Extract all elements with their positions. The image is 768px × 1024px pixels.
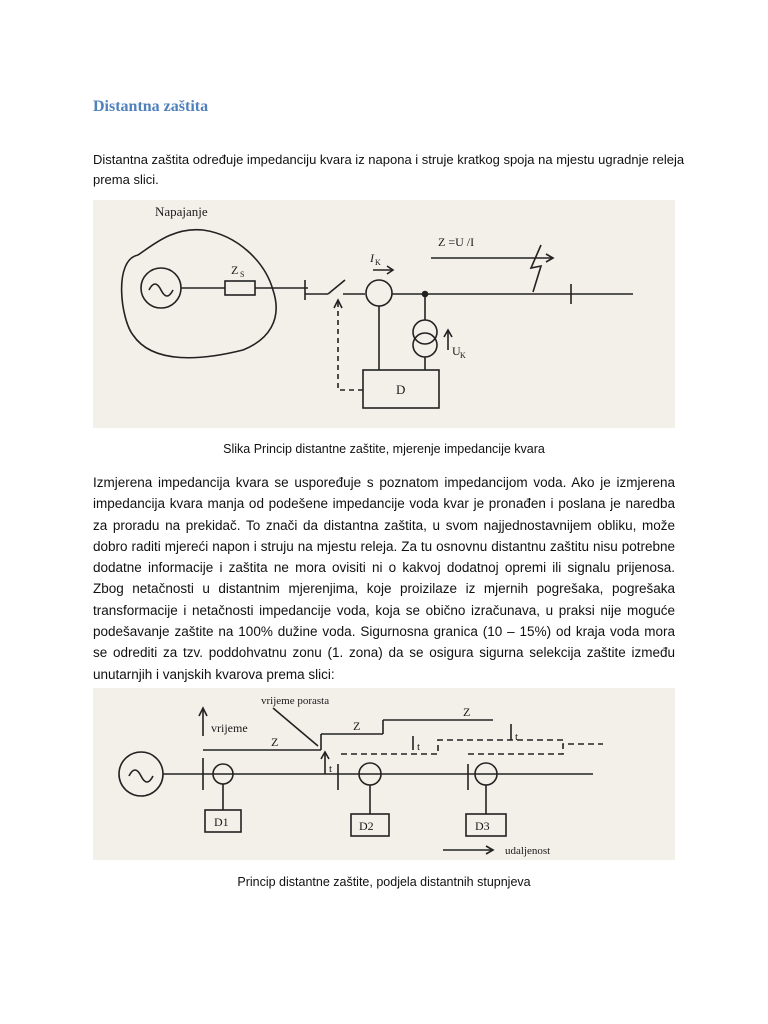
zone1-label: Z [271, 735, 279, 749]
impedance-formula: Z =U /I [438, 235, 475, 249]
time-axis-label: vrijeme [211, 721, 248, 735]
intro-paragraph: Distantna zaštita određuje impedanciju kvara iz napona i struje kratkog spoja na mjestu ugradnje releja prema slici. [93, 152, 685, 187]
relay-d1-label: D1 [214, 815, 229, 829]
zone3-label: Z [463, 705, 471, 719]
t3-label: t [515, 731, 519, 743]
time-increase-label: vrijeme porasta [261, 695, 330, 707]
figure2-diagram [93, 688, 675, 860]
supply-label: Napajanje [155, 204, 208, 219]
t1-label: t [329, 763, 333, 775]
ik-label: I [370, 251, 374, 265]
section-heading: Distantna zaštita [93, 98, 209, 115]
zs-label: Z [231, 263, 239, 277]
zs-sub-label: S [240, 270, 245, 279]
relay-d3-label: D3 [475, 819, 490, 833]
figure-distance-zones [93, 688, 675, 860]
figure2-caption: Princip distantne zaštite, podjela distantnih stupnjeva [237, 875, 531, 889]
relay-d2-label: D2 [359, 819, 374, 833]
zone2-label: Z [353, 719, 361, 733]
figure1-caption: Slika Princip distantne zaštite, mjerenje impedancije kvara [223, 442, 545, 456]
ik-sub-label: K [375, 258, 381, 267]
uk-sub-label: K [460, 351, 466, 360]
uk-label: U [452, 344, 461, 358]
relay-d-label: D [396, 382, 406, 397]
body-paragraph: Izmjerena impedancija kvara se uspoređuje s poznatom impedancijom voda. Ako je izmjerena impedancija kvara manja od podešene impedancije voda kvar je pronađen i poslana je naredba za proradu na prekidač. To znači da distantna zaštita, u svom najjednostavnijem obliku, može dobro raditi mjereći napon i struju na mjestu releja. Za tu osnovnu distantnu zaštitu nisu potrebne dodatne informacije i zaštita ne mora ovisiti ni o kakvoj dodatnoj opremi ili signalu prijenosa. Zbog netačnosti u distantnim mjerenjima, koje proizilaze iz mjernih pogrešaka, pogrešaka transformacije i netačnosti impedancije voda, koja se obično izračunava, u praksi nije moguće podešavanje zaštite na 100% dužine voda. Sigurnosna granica (10 – 15%) od kraja voda mora se odrediti za tzv. poddohvatnu zonu (1. zona) da se osigura sigurna selekcija zaštite između unutarnjih i vanjskih kvarova prema slici: [93, 475, 675, 682]
figure1-diagram [93, 200, 675, 428]
distance-label: udaljenost [505, 845, 551, 857]
figure-impedance-measurement [93, 200, 675, 428]
t2-label: t [417, 741, 421, 753]
